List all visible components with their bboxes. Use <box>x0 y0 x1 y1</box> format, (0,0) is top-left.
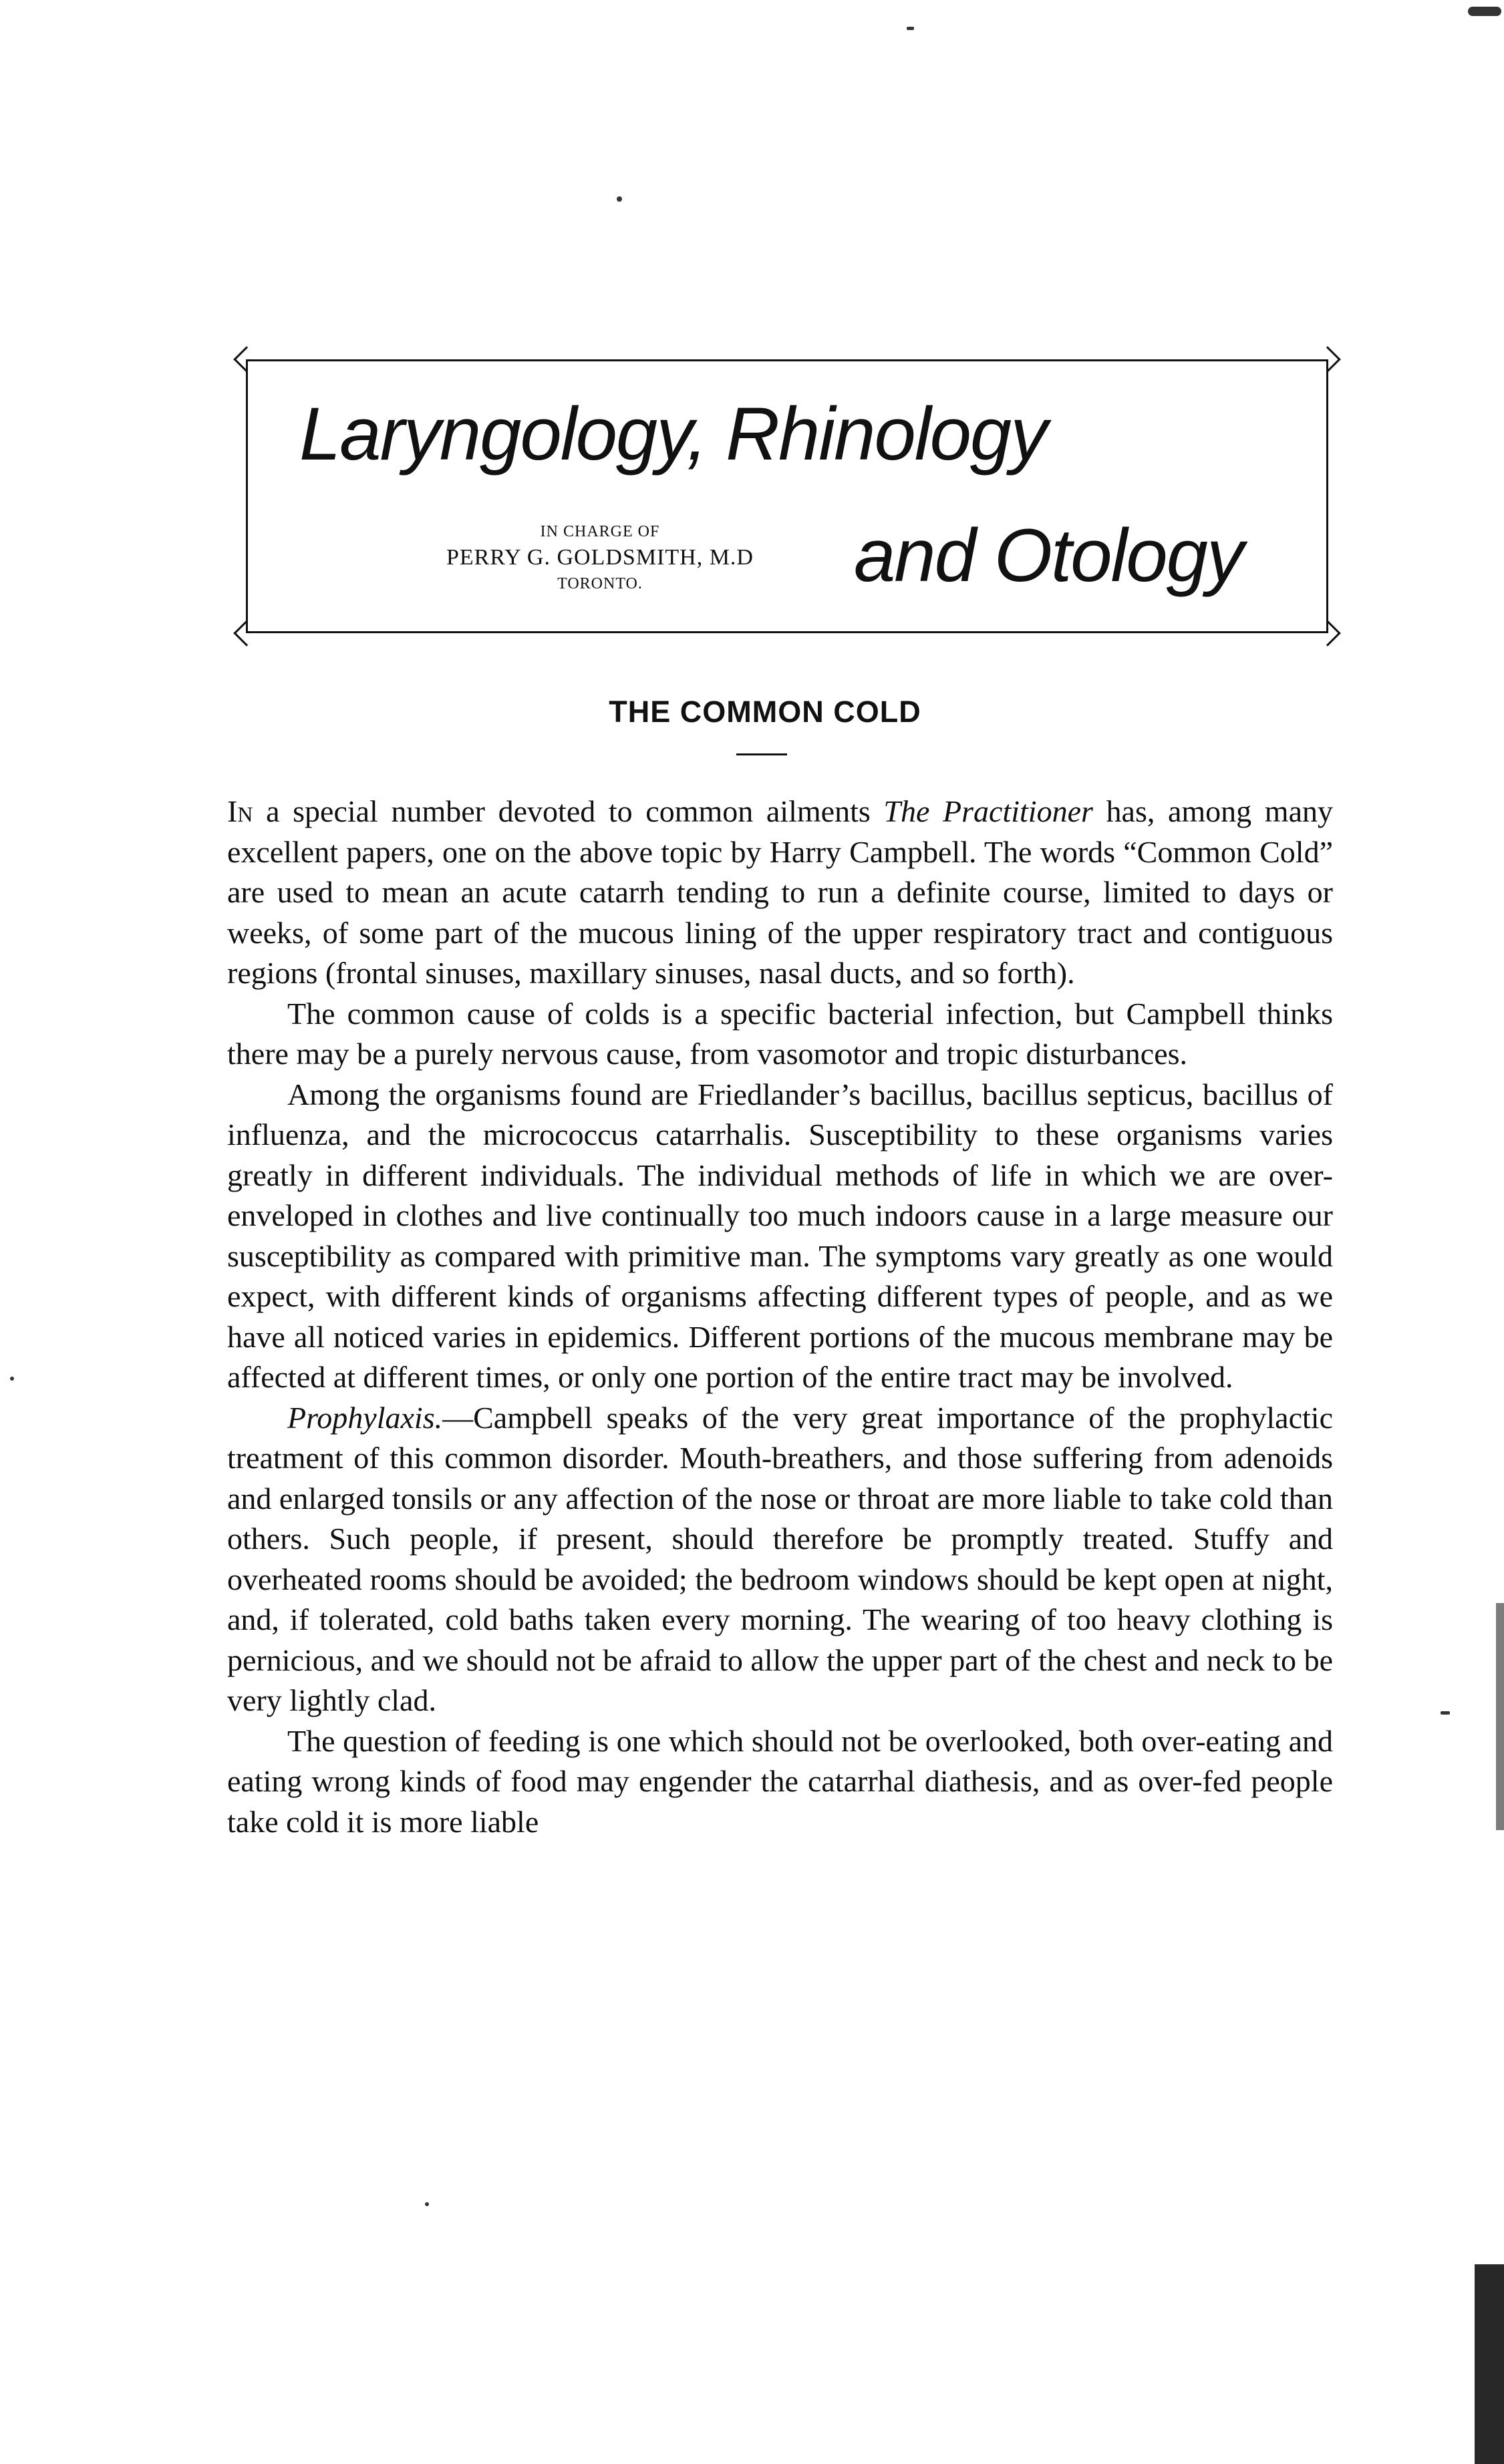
prophylaxis-heading: Prophylaxis. <box>287 1400 443 1435</box>
editor-name: PERRY G. GOLDSMITH, M.D <box>446 545 754 570</box>
scan-edge-shadow <box>1496 1603 1504 1830</box>
paragraph-2: The common cause of colds is a specific bacterial infection, but Campbell thinks there may be a purely nervous cause, from vasomotor and tropic disturbances. <box>227 996 1333 1071</box>
section-title-main: Laryngology, Rhinology <box>299 392 1047 476</box>
article-title: THE COMMON COLD <box>609 695 921 729</box>
paragraph-3: Among the organisms found are Friedlander’s bacillus, bacillus septicus, bacillus of influenza, and the micrococcus catarrhalis. Susceptibility to these organisms varies greatly in different individuals. The individual methods of life in which we are over-enveloped in clothes and live continually too much indoors cause in a large measure our susceptibility as compared with primitive man. The symptoms vary greatly as one would expect, with different kinds of organisms affecting different types of people, and as we have all noticed varies in epidemics. Different portions of the mucous membrane may be affected at different times, or only one portion of the entire tract may be involved. <box>227 1077 1333 1394</box>
in-charge-label: IN CHARGE OF <box>540 523 660 540</box>
header-corner-ornament <box>233 620 260 647</box>
scan-speck <box>1441 1711 1450 1715</box>
prophylaxis-text: —Campbell speaks of the very great importance of the prophylactic treatment of this common disorder. Mouth-breathers, and those suffering from adenoids and enlarged tonsils or any affection of the nose or throat are more liable to take cold than others. Such people, if present, should therefore be promptly treated. Stuffy and overheated rooms should be avoided; the bedroom windows should be kept open at night, and, if tolerated, cold baths taken every morning. The wearing of too heavy clothing is pernicious, and we should not be afraid to allow the upper part of the chest and neck to be very lightly clad. <box>227 1400 1334 1717</box>
paragraph-1-text-a: a special number devoted to common ailments <box>253 794 884 828</box>
header-bottom-rule <box>248 631 1326 633</box>
scan-speck <box>425 2202 429 2206</box>
header-corner-ornament <box>1314 346 1341 373</box>
scan-edge-shadow <box>1475 2264 1504 2464</box>
paragraph-4 <box>227 1398 1333 1721</box>
scan-speck <box>1468 7 1501 16</box>
paragraph-1-lead: In <box>227 794 253 828</box>
article-body <box>227 791 1333 2197</box>
paragraph-5: The question of feeding is one which should not be overlooked, both over-eating and eating wrong kinds of food may engender the catarrhal diathesis, and as over-fed people take cold it is more liable <box>227 1723 1333 1839</box>
scan-speck <box>10 1377 14 1381</box>
header-corner-ornament <box>233 346 260 373</box>
paragraph-1 <box>227 791 1333 994</box>
header-corner-ornament <box>1314 620 1341 647</box>
article-title-rule <box>736 753 787 755</box>
editor-city: TORONTO. <box>557 575 643 592</box>
section-title-continued: and Otology <box>854 514 1243 597</box>
scan-speck <box>907 27 914 30</box>
scan-speck <box>617 196 622 202</box>
editor-credit <box>393 524 807 604</box>
paragraph-1-text-b: has, among many excellent papers, one on the above topic by Harry Campbell. The words “Common Cold” are used to mean an acute catarrh tending to run a definite course, limited to days or weeks, of some part of the mucous lining of the upper respiratory tract and contiguous regions (frontal sinuses, maxillary sinuses, nasal ducts, and so forth). <box>227 794 1334 990</box>
journal-title: The Practitioner <box>883 794 1093 828</box>
header-top-rule <box>248 359 1326 361</box>
